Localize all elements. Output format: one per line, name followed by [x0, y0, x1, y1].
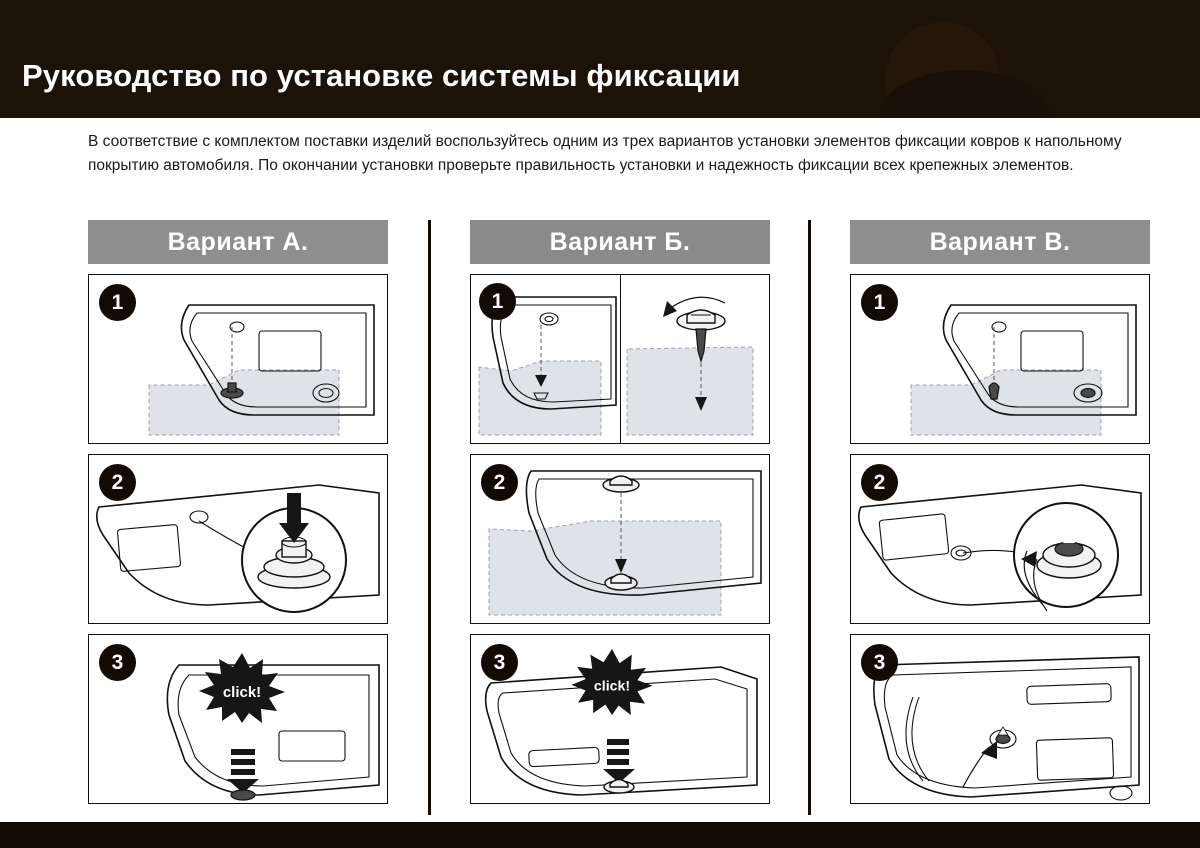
- step-badge: 1: [99, 284, 136, 321]
- variant-c-title: Вариант В.: [850, 220, 1150, 264]
- step-badge: 1: [861, 284, 898, 321]
- illustration-screw-rotate: [621, 275, 770, 443]
- variant-a-step-1-panel: [88, 274, 388, 444]
- click-label: click!: [222, 684, 262, 701]
- column-divider-2: [808, 220, 811, 815]
- variant-c-step-3-panel: [850, 634, 1150, 804]
- variant-column-b: [470, 220, 770, 804]
- variant-b-step-3-panel: [470, 634, 770, 804]
- variant-c-step-1-panel: [850, 274, 1150, 444]
- variant-a-step-3-panel: [88, 634, 388, 804]
- variant-b-step-1-right: [620, 275, 770, 443]
- variant-a-step-2-panel: [88, 454, 388, 624]
- click-burst-icon: [199, 653, 285, 723]
- variant-b-step-1-panel: [470, 274, 770, 444]
- variant-c-step-2-panel: [850, 454, 1150, 624]
- variants-container: [0, 220, 1200, 820]
- intro-paragraph: В соответствие с комплектом поставки изделий воспользуйтесь одним из трех вариантов установки элементов фиксации ковров к напольному покрытию автомобиля. По окончании установки проверьте правильность установки и надежность фиксации всех крепежных элементов.: [88, 133, 1122, 174]
- variant-column-c: [850, 220, 1150, 804]
- variant-b-title: Вариант Б.: [470, 220, 770, 264]
- step-badge: 3: [99, 644, 136, 681]
- variant-b-step-1-left: [471, 275, 620, 443]
- page-title: Руководство по установке системы фиксации: [22, 58, 741, 93]
- variant-b-step-2-panel: [470, 454, 770, 624]
- click-label: click!: [593, 677, 631, 694]
- step-badge: 2: [481, 464, 518, 501]
- step-badge: 3: [861, 644, 898, 681]
- column-divider-1: [428, 220, 431, 815]
- footer-bar: [0, 822, 1200, 848]
- variant-a-title: Вариант А.: [88, 220, 388, 264]
- step-badge: 3: [481, 644, 518, 681]
- click-burst-icon: [571, 649, 653, 715]
- variant-column-a: [88, 220, 388, 804]
- step-badge: 1: [479, 283, 516, 320]
- step-badge: 2: [861, 464, 898, 501]
- step-badge: 2: [99, 464, 136, 501]
